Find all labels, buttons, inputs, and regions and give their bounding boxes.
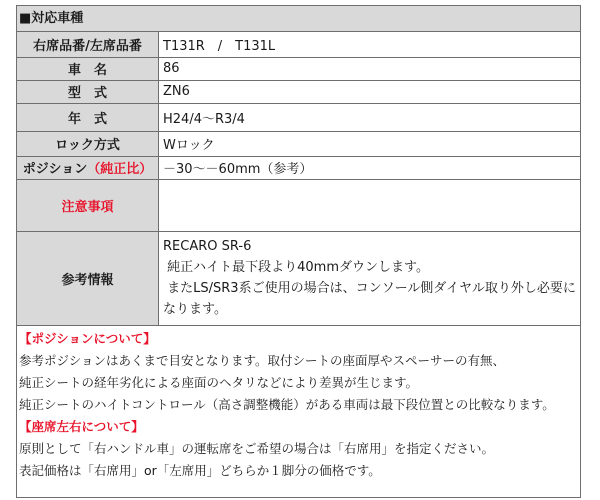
note-line: 参考ポジションはあくまで目安となります。取付シートの座面厚やスペーサーの有無、 xyxy=(19,352,505,368)
row-value: －30〜－60mm（参考） xyxy=(159,156,581,179)
table-row xyxy=(17,156,580,179)
row-label: 右席品番/左席品番 xyxy=(17,32,159,57)
row-value: 86 xyxy=(159,57,581,80)
table-row xyxy=(17,131,580,156)
position-notes-heading: 【ポジションについて】 xyxy=(19,330,156,346)
table-row xyxy=(17,32,580,57)
caution-row xyxy=(17,179,580,231)
reference-value xyxy=(159,231,581,325)
section-title: ■対応車種 xyxy=(17,6,580,32)
row-label xyxy=(17,156,159,179)
row-value: H24/4〜R3/4 xyxy=(159,103,581,131)
table-row xyxy=(17,80,580,103)
reference-line: またLS/SR3系ご使用の場合は、コンソール側ダイヤル取り外し必要に xyxy=(163,281,576,296)
note-line: 純正シートの経年劣化による座面のヘタリなどにより差異が生じます。 xyxy=(19,374,419,390)
spec-sheet xyxy=(16,5,581,498)
table-row xyxy=(17,57,580,80)
note-line: 純正シートのハイトコントロール（高さ調整機能）がある車両は最下段位置との比較なります。 xyxy=(19,396,555,412)
caution-label: 注意事項 xyxy=(17,179,159,231)
row-value: Wロック xyxy=(159,131,581,156)
row-value: ZN6 xyxy=(159,80,581,103)
position-label-note: （純正比） xyxy=(87,162,153,177)
reference-label: 参考情報 xyxy=(17,231,159,325)
note-line: 原則として「右ハンドル車」の運転席をご希望の場合は「右席用」を指定ください。 xyxy=(19,440,495,456)
reference-row xyxy=(17,231,580,325)
seat-notes-heading: 【座席左右について】 xyxy=(19,418,144,434)
row-label: 年 式 xyxy=(17,103,159,131)
row-label: ロック方式 xyxy=(17,131,159,156)
position-label: ポジション xyxy=(22,162,88,177)
row-value: T131R / T131L xyxy=(159,32,581,57)
spec-table xyxy=(17,32,580,326)
caution-value xyxy=(159,179,581,231)
notes-section xyxy=(17,326,580,482)
row-label: 車 名 xyxy=(17,57,159,80)
reference-line: RECARO SR-6 xyxy=(163,239,252,254)
reference-line: なります。 xyxy=(163,302,227,317)
row-label: 型 式 xyxy=(17,80,159,103)
table-row xyxy=(17,103,580,131)
reference-line: 純正ハイト最下段より40mmダウンします。 xyxy=(163,260,429,275)
note-line: 表記価格は「右席用」or「左席用」どちらか１脚分の価格です。 xyxy=(19,462,381,478)
